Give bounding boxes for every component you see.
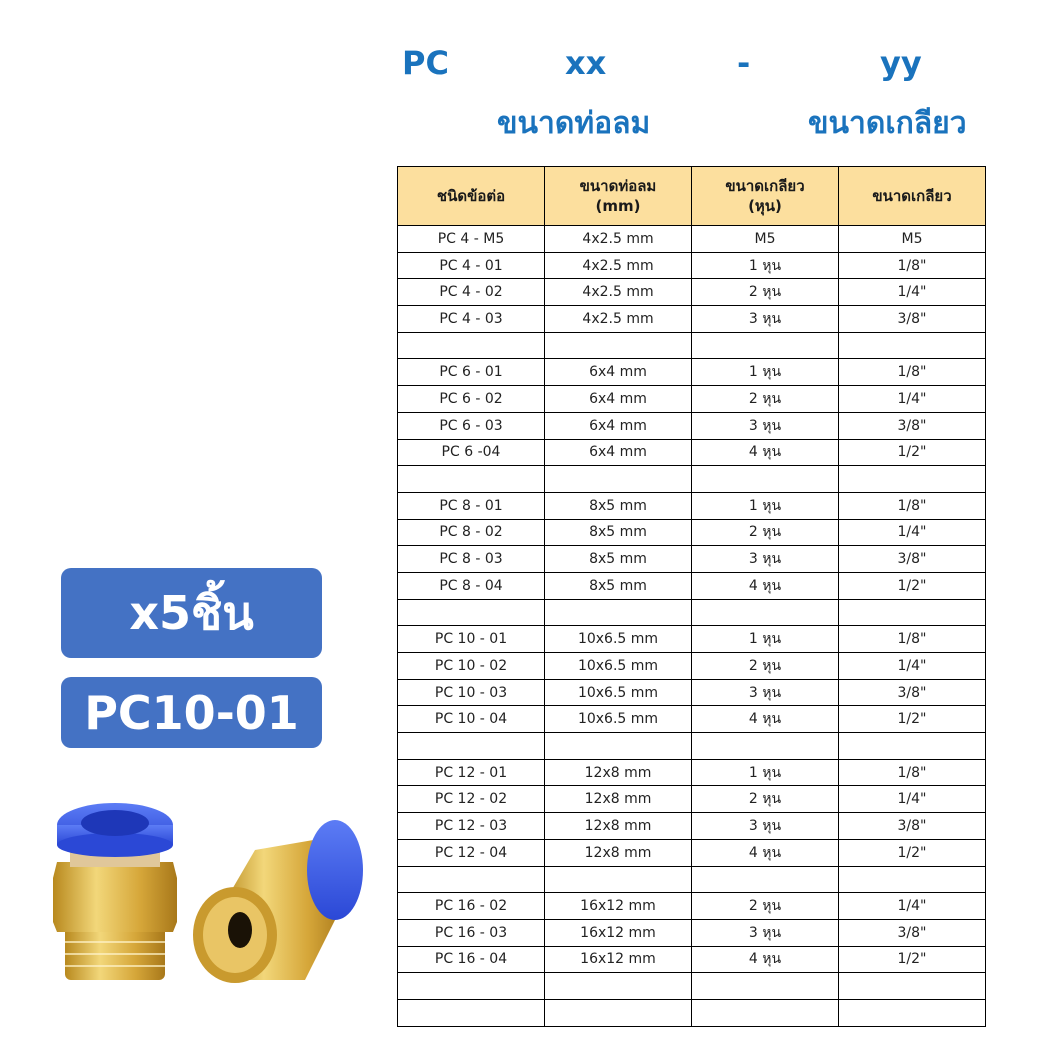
cell-thread-inch: 1/4" xyxy=(839,519,986,546)
quantity-badge xyxy=(61,568,322,658)
table-row xyxy=(398,706,986,733)
cell-thread-inch xyxy=(839,973,986,1000)
cell-tube-size xyxy=(545,973,692,1000)
table-row xyxy=(398,599,986,626)
cell-thread-inch: 1/8" xyxy=(839,359,986,386)
cell-fitting-type xyxy=(398,999,545,1026)
table-row xyxy=(398,306,986,333)
cell-fitting-type: PC 8 - 02 xyxy=(398,519,545,546)
table-row xyxy=(398,946,986,973)
cell-fitting-type xyxy=(398,599,545,626)
cell-tube-size: 16x12 mm xyxy=(545,893,692,920)
table-row xyxy=(398,919,986,946)
table-row xyxy=(398,626,986,653)
code-prefix: PC xyxy=(402,44,449,82)
cell-thread-inch: 1/2" xyxy=(839,839,986,866)
cell-thread-inch: 1/4" xyxy=(839,386,986,413)
cell-tube-size: 10x6.5 mm xyxy=(545,653,692,680)
cell-fitting-type: PC 12 - 01 xyxy=(398,759,545,786)
cell-thread-inch: 1/2" xyxy=(839,946,986,973)
table-row xyxy=(398,759,986,786)
table-row xyxy=(398,653,986,680)
cell-thread-hun: 3 หุน xyxy=(692,919,839,946)
cell-thread-hun xyxy=(692,999,839,1026)
table-row xyxy=(398,786,986,813)
table-row xyxy=(398,679,986,706)
brass-fitting-icon xyxy=(45,790,365,985)
cell-thread-hun: 2 หุน xyxy=(692,786,839,813)
label-tube-size: ขนาดท่อลม xyxy=(497,106,651,141)
cell-thread-hun xyxy=(692,866,839,893)
table-row xyxy=(398,572,986,599)
cell-tube-size: 12x8 mm xyxy=(545,839,692,866)
cell-thread-inch: M5 xyxy=(839,226,986,253)
cell-tube-size: 6x4 mm xyxy=(545,412,692,439)
cell-thread-inch: 1/4" xyxy=(839,786,986,813)
cell-thread-inch xyxy=(839,866,986,893)
cell-tube-size: 10x6.5 mm xyxy=(545,626,692,653)
cell-thread-hun: 4 หุน xyxy=(692,946,839,973)
cell-fitting-type: PC 12 - 02 xyxy=(398,786,545,813)
col-header-tube-size: ขนาดท่อลม (mm) xyxy=(545,167,692,226)
cell-thread-inch: 1/8" xyxy=(839,492,986,519)
cell-thread-hun: 2 หุน xyxy=(692,279,839,306)
cell-tube-size xyxy=(545,866,692,893)
cell-thread-inch: 1/4" xyxy=(839,279,986,306)
cell-thread-inch: 3/8" xyxy=(839,813,986,840)
cell-thread-hun: 2 หุน xyxy=(692,653,839,680)
cell-tube-size: 8x5 mm xyxy=(545,519,692,546)
cell-fitting-type: PC 10 - 01 xyxy=(398,626,545,653)
cell-thread-inch: 1/2" xyxy=(839,706,986,733)
cell-thread-inch: 1/8" xyxy=(839,626,986,653)
spec-table xyxy=(397,166,986,1027)
table-row xyxy=(398,439,986,466)
cell-thread-inch xyxy=(839,466,986,493)
cell-tube-size: 6x4 mm xyxy=(545,359,692,386)
cell-thread-hun xyxy=(692,733,839,760)
cell-fitting-type: PC 10 - 02 xyxy=(398,653,545,680)
cell-tube-size: 6x4 mm xyxy=(545,439,692,466)
cell-thread-inch: 3/8" xyxy=(839,546,986,573)
table-row xyxy=(398,839,986,866)
col-header-thread-size-hun: ขนาดเกลียว (หุน) xyxy=(692,167,839,226)
cell-thread-hun: 1 หุน xyxy=(692,252,839,279)
cell-thread-hun xyxy=(692,332,839,359)
cell-tube-size: 8x5 mm xyxy=(545,572,692,599)
cell-tube-size: 4x2.5 mm xyxy=(545,306,692,333)
cell-thread-hun: 1 หุน xyxy=(692,359,839,386)
cell-tube-size xyxy=(545,999,692,1026)
cell-tube-size: 4x2.5 mm xyxy=(545,279,692,306)
table-row xyxy=(398,412,986,439)
col-header-thread-size-inch: ขนาดเกลียว xyxy=(839,167,986,226)
cell-tube-size: 10x6.5 mm xyxy=(545,706,692,733)
cell-thread-inch: 1/4" xyxy=(839,893,986,920)
table-body xyxy=(398,226,986,1027)
cell-thread-hun: 3 หุน xyxy=(692,813,839,840)
cell-thread-inch: 3/8" xyxy=(839,306,986,333)
cell-thread-hun: 4 หุน xyxy=(692,439,839,466)
cell-fitting-type: PC 4 - 02 xyxy=(398,279,545,306)
cell-thread-hun: 3 หุน xyxy=(692,679,839,706)
cell-fitting-type: PC 10 - 03 xyxy=(398,679,545,706)
product-image xyxy=(45,790,365,985)
cell-tube-size: 4x2.5 mm xyxy=(545,226,692,253)
cell-tube-size: 8x5 mm xyxy=(545,492,692,519)
table-row xyxy=(398,279,986,306)
table-row xyxy=(398,999,986,1026)
cell-thread-hun: 1 หุน xyxy=(692,626,839,653)
table-row xyxy=(398,492,986,519)
cell-thread-hun: 2 หุน xyxy=(692,893,839,920)
cell-thread-inch: 3/8" xyxy=(839,412,986,439)
cell-thread-hun: M5 xyxy=(692,226,839,253)
cell-tube-size: 12x8 mm xyxy=(545,786,692,813)
table-row xyxy=(398,893,986,920)
cell-fitting-type: PC 4 - 03 xyxy=(398,306,545,333)
table-row xyxy=(398,466,986,493)
code-thread-placeholder: yy xyxy=(880,44,922,82)
cell-fitting-type: PC 8 - 01 xyxy=(398,492,545,519)
model-badge xyxy=(61,677,322,748)
cell-thread-hun: 2 หุน xyxy=(692,386,839,413)
code-dash: - xyxy=(737,44,751,82)
cell-tube-size xyxy=(545,466,692,493)
cell-thread-hun: 4 หุน xyxy=(692,839,839,866)
cell-fitting-type xyxy=(398,332,545,359)
cell-thread-hun: 3 หุน xyxy=(692,306,839,333)
cell-thread-hun xyxy=(692,466,839,493)
cell-fitting-type: PC 16 - 03 xyxy=(398,919,545,946)
cell-tube-size: 4x2.5 mm xyxy=(545,252,692,279)
cell-thread-hun: 4 หุน xyxy=(692,572,839,599)
cell-fitting-type: PC 4 - 01 xyxy=(398,252,545,279)
cell-fitting-type: PC 6 - 03 xyxy=(398,412,545,439)
cell-tube-size xyxy=(545,733,692,760)
cell-thread-hun: 1 หุน xyxy=(692,759,839,786)
cell-fitting-type xyxy=(398,733,545,760)
model-label: PC10-01 xyxy=(84,685,299,740)
cell-fitting-type: PC 12 - 03 xyxy=(398,813,545,840)
table-row xyxy=(398,733,986,760)
cell-tube-size: 6x4 mm xyxy=(545,386,692,413)
cell-thread-inch xyxy=(839,733,986,760)
cell-thread-inch xyxy=(839,332,986,359)
cell-tube-size xyxy=(545,599,692,626)
cell-fitting-type: PC 6 - 02 xyxy=(398,386,545,413)
cell-thread-inch xyxy=(839,999,986,1026)
cell-thread-hun xyxy=(692,599,839,626)
cell-thread-hun: 4 หุน xyxy=(692,706,839,733)
cell-thread-inch: 1/2" xyxy=(839,572,986,599)
cell-thread-inch xyxy=(839,599,986,626)
table-row xyxy=(398,546,986,573)
cell-tube-size: 12x8 mm xyxy=(545,759,692,786)
cell-fitting-type xyxy=(398,466,545,493)
table-row xyxy=(398,226,986,253)
cell-fitting-type: PC 8 - 04 xyxy=(398,572,545,599)
cell-tube-size: 16x12 mm xyxy=(545,919,692,946)
cell-fitting-type: PC 8 - 03 xyxy=(398,546,545,573)
cell-fitting-type: PC 16 - 02 xyxy=(398,893,545,920)
table-row xyxy=(398,332,986,359)
cell-fitting-type: PC 4 - M5 xyxy=(398,226,545,253)
cell-fitting-type: PC 10 - 04 xyxy=(398,706,545,733)
table-row xyxy=(398,359,986,386)
table-row xyxy=(398,866,986,893)
table-row xyxy=(398,386,986,413)
table-row xyxy=(398,252,986,279)
table-row xyxy=(398,519,986,546)
cell-thread-inch: 1/2" xyxy=(839,439,986,466)
cell-thread-hun: 2 หุน xyxy=(692,519,839,546)
cell-tube-size: 12x8 mm xyxy=(545,813,692,840)
table-header-row xyxy=(398,167,986,226)
cell-fitting-type: PC 16 - 04 xyxy=(398,946,545,973)
cell-thread-inch: 1/8" xyxy=(839,759,986,786)
quantity-label: x5ชิ้น xyxy=(129,585,254,640)
cell-tube-size: 10x6.5 mm xyxy=(545,679,692,706)
code-tube-placeholder: xx xyxy=(565,44,607,82)
cell-thread-hun: 3 หุน xyxy=(692,412,839,439)
cell-fitting-type: PC 6 -04 xyxy=(398,439,545,466)
cell-thread-hun: 1 หุน xyxy=(692,492,839,519)
cell-fitting-type: PC 12 - 04 xyxy=(398,839,545,866)
table-row xyxy=(398,813,986,840)
cell-tube-size: 16x12 mm xyxy=(545,946,692,973)
cell-thread-inch: 3/8" xyxy=(839,919,986,946)
cell-tube-size: 8x5 mm xyxy=(545,546,692,573)
cell-fitting-type xyxy=(398,866,545,893)
cell-fitting-type xyxy=(398,973,545,1000)
label-thread-size: ขนาดเกลียว xyxy=(808,106,967,141)
cell-thread-hun xyxy=(692,973,839,1000)
cell-tube-size xyxy=(545,332,692,359)
cell-thread-hun: 3 หุน xyxy=(692,546,839,573)
col-header-fitting-type: ชนิดข้อต่อ xyxy=(398,167,545,226)
cell-thread-inch: 1/4" xyxy=(839,653,986,680)
cell-thread-inch: 3/8" xyxy=(839,679,986,706)
cell-thread-inch: 1/8" xyxy=(839,252,986,279)
table-row xyxy=(398,973,986,1000)
cell-fitting-type: PC 6 - 01 xyxy=(398,359,545,386)
